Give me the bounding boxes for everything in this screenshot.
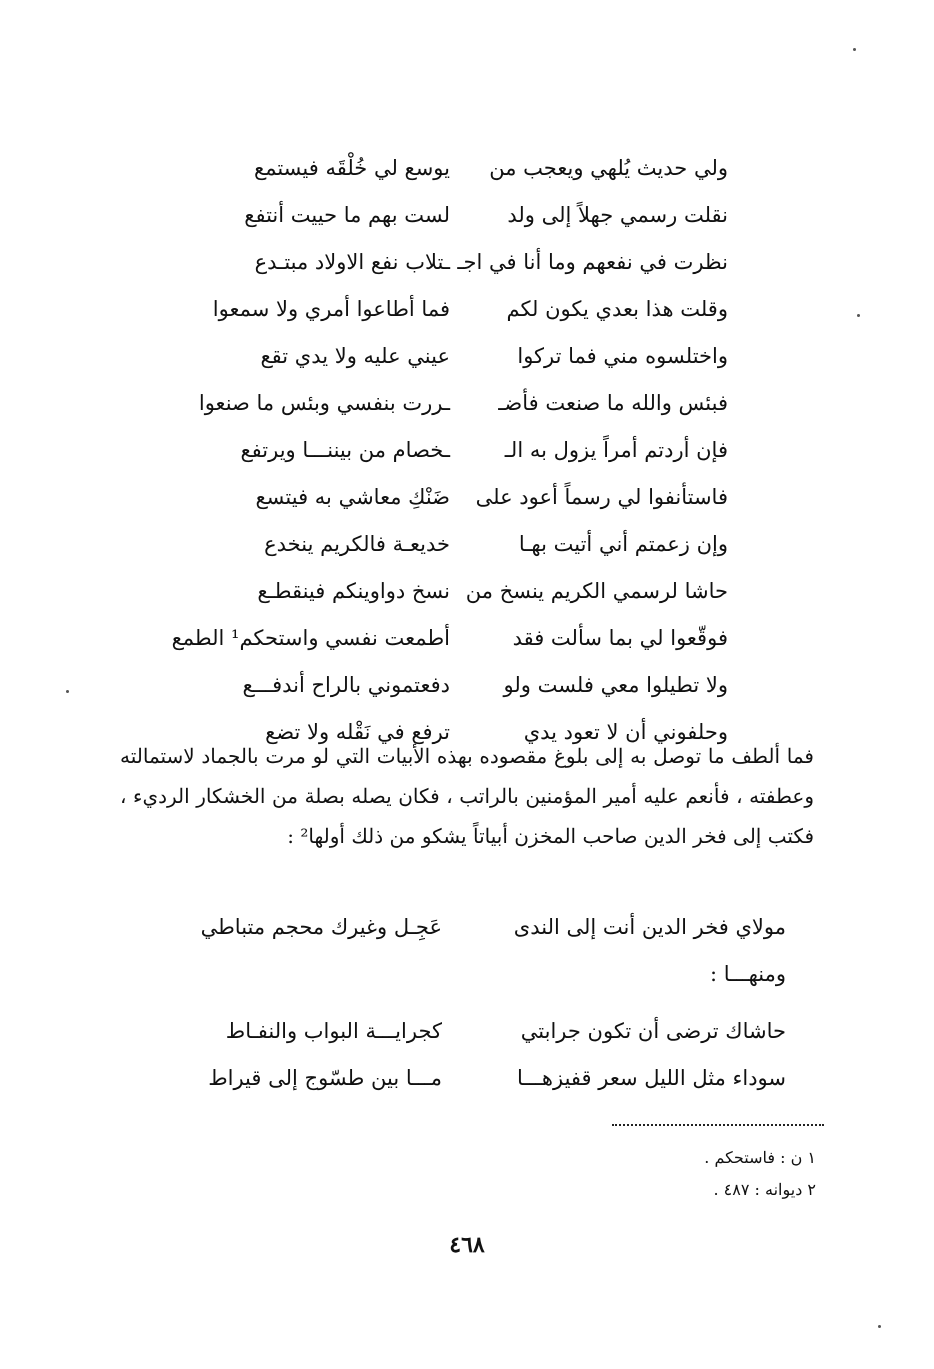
verse-second-hemistich: لست بهم ما حييت أنتفع <box>244 203 450 227</box>
verse-second-hemistich: مـــا بين طسّوج إلى قيراط <box>208 1066 442 1090</box>
footnote-item: ١ ن : فاستحكم . <box>704 1148 816 1167</box>
verse-first-hemistich: مولاي فخر الدين أنت إلى الندى <box>513 915 786 939</box>
prose-paragraph: فما ألطف ما توصل به إلى بلوغ مقصوده بهذه الأبيات التي لو مرت بالجماد لاستمالته وعطفته ، فأنعم عليه أمير المؤمنين بالراتب ، فكان يصله بصلة من الخشكار الرديء ، فكتب إلى فخر الدين صاحب المخزن أبياتاً يشكو من ذلك أولها² : <box>120 744 814 848</box>
page-number: ٤٦٨ <box>449 1232 485 1258</box>
verse-first-hemistich: ولا تطيلوا معي فلست ولو <box>503 673 728 697</box>
verse-first-hemistich: حاشا لرسمي الكريم ينسخ من <box>465 579 728 603</box>
poem-block-three <box>136 1008 786 1102</box>
verse-first-hemistich: وقلت هذا بعدي يكون لكم <box>506 297 728 321</box>
verse-second-hemistich: عَجِـل وغيرك محجم متباطي <box>200 915 442 939</box>
footnotes <box>704 1142 816 1206</box>
verse-first-hemistich: نقلت رسمي جهلاً إلى ولد <box>507 203 728 227</box>
poem-verse <box>200 239 728 286</box>
verse-first-hemistich: واختلسوه مني فما تركوا <box>517 344 728 368</box>
verse-first-hemistich: نظرت في نفعهم وما أنا في اجـ <box>457 250 728 274</box>
verse-first-hemistich: فاستأنفوا لي رسماً أعود على <box>475 485 728 509</box>
verse-second-hemistich: ضَنْكِ معاشي به فيتسع <box>255 485 450 509</box>
poem-verse <box>200 521 728 568</box>
scan-speck <box>66 690 69 693</box>
verse-second-hemistich: فما أطاعوا أمري ولا سمعوا <box>212 297 450 321</box>
verse-second-hemistich: عيني عليه ولا يدي تقع <box>260 344 450 368</box>
minha-line <box>136 951 786 998</box>
poem-verse <box>200 286 728 333</box>
poem-verse <box>200 380 728 427</box>
poem-verse <box>136 904 786 951</box>
verse-second-hemistich: ـخصام من بيننـــا ويرتفع <box>240 438 450 462</box>
verse-second-hemistich: دفعتموني بالراح أندفـــع <box>242 673 450 697</box>
poem-verse <box>200 192 728 239</box>
verse-first-hemistich: فبئس والله ما صنعت فأضـ <box>498 391 728 415</box>
verse-first-hemistich: سوداء مثل الليل سعر قفيزهـــا <box>517 1066 786 1090</box>
poem-verse <box>200 568 728 615</box>
scan-speck <box>878 1325 881 1328</box>
scan-speck <box>853 48 856 51</box>
verse-second-hemistich: كجرايـــة البواب والنفـاط <box>225 1019 442 1043</box>
poem-verse <box>200 333 728 380</box>
poem-verse <box>136 1008 786 1055</box>
verse-second-hemistich: ـتلاب نفع الاولاد مبتـدع <box>254 250 450 274</box>
verse-first-hemistich: فوقّعوا لي بما سألت فقد <box>512 626 728 650</box>
poem-verse <box>200 145 728 192</box>
poem-verse <box>200 427 728 474</box>
verse-second-hemistich: يوسع لي خُلْقَه فيستمع <box>254 156 450 180</box>
verse-second-hemistich: ترفع في نَقْله ولا تضع <box>265 720 450 744</box>
poem-block-two <box>136 904 786 998</box>
minha-label: ومنهـــا : <box>709 962 786 986</box>
poem-verse <box>200 474 728 521</box>
verse-first-hemistich: حاشاك ترضى أن تكون جرابتي <box>520 1019 786 1043</box>
footnote-separator <box>612 1124 824 1126</box>
verse-first-hemistich: فإن أردتم أمراً يزول به الـ <box>504 438 728 462</box>
poem-verse <box>200 662 728 709</box>
poem-block-one <box>171 145 728 756</box>
poem-verse <box>136 1055 786 1102</box>
verse-second-hemistich: نسخ دواوينكم فينقطـع <box>257 579 450 603</box>
poem-verse <box>171 615 728 662</box>
scan-speck <box>857 314 860 317</box>
verse-second-hemistich: ـررت بنفسي وبئس ما صنعوا <box>198 391 450 415</box>
footnote-item: ٢ ديوانه : ٤٨٧ . <box>713 1180 816 1199</box>
verse-first-hemistich: ولي حديث يُلهي ويعجب من <box>489 156 728 180</box>
verse-first-hemistich: وإن زعمتم أني أتيت بهـا <box>518 532 728 556</box>
verse-first-hemistich: وحلفوني أن لا تعود يدي <box>523 720 728 744</box>
verse-second-hemistich: أطمعت نفسي واستحكم¹ الطمع <box>171 626 450 650</box>
verse-second-hemistich: خديعـة فالكريم ينخدع <box>264 532 450 556</box>
